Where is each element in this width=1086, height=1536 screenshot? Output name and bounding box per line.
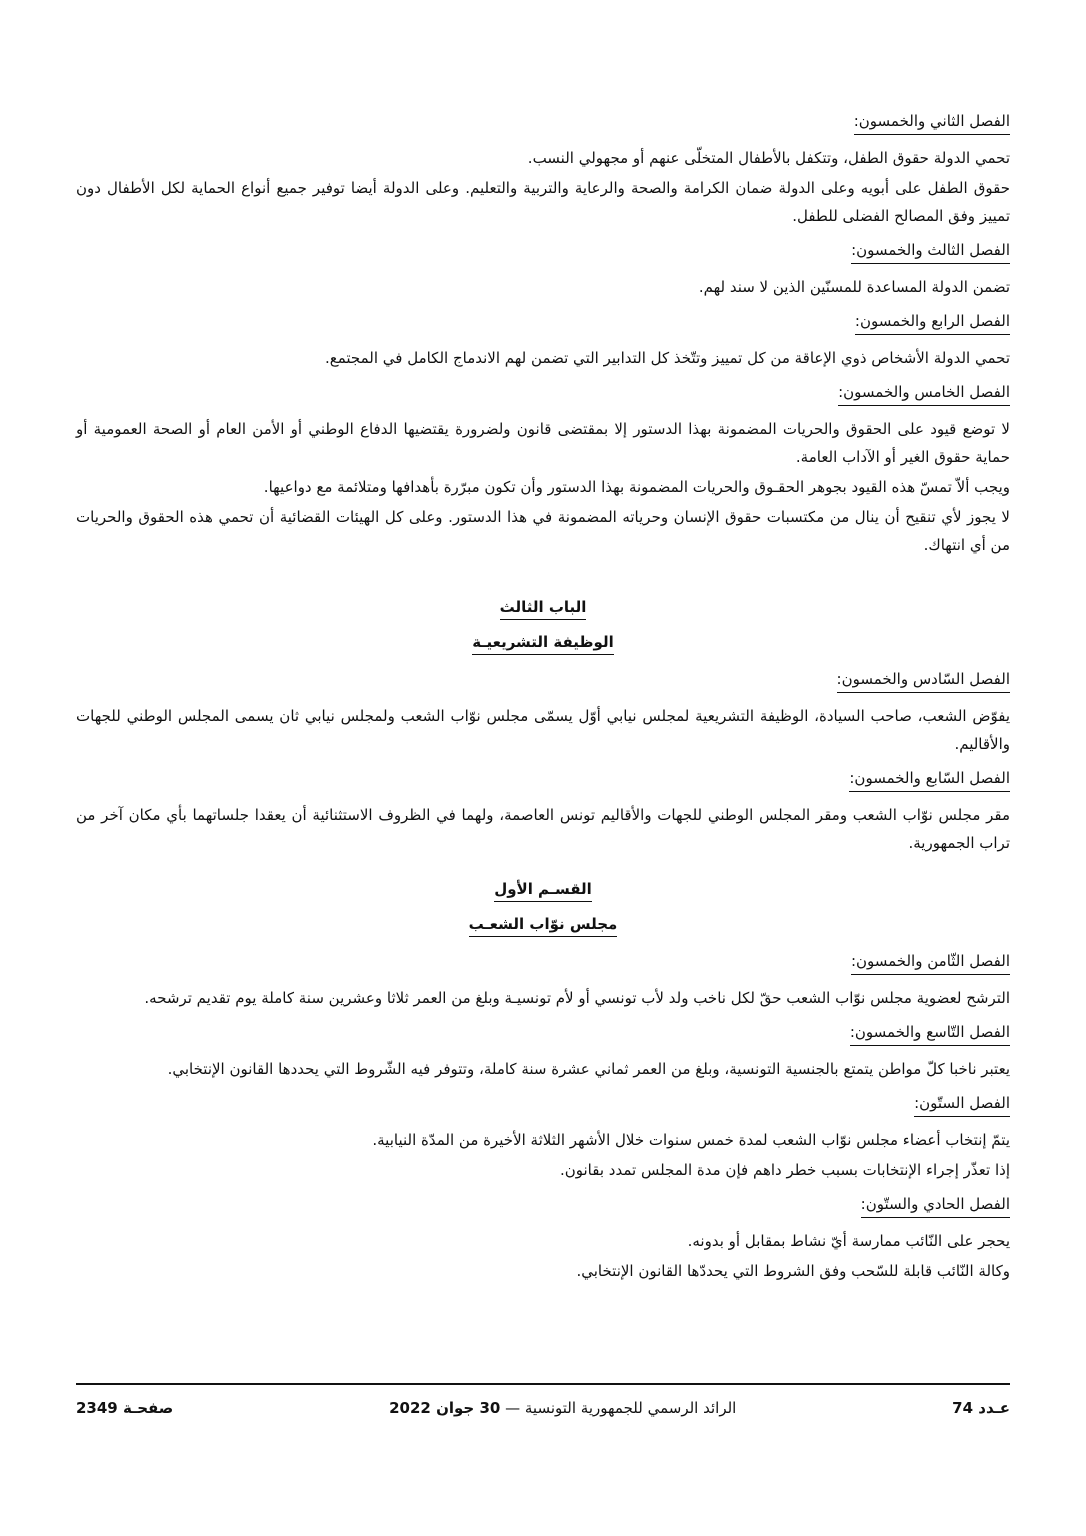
issue-number: عـدد 74 (952, 1399, 1010, 1417)
article-title: الفصل الثّامن والخمسون: (851, 951, 1010, 975)
article-title: الفصل التّاسع والخمسون: (850, 1022, 1010, 1046)
chapter-label: الباب الثالث (500, 597, 587, 620)
article-paragraph: يتمّ إنتخاب أعضاء مجلس نوّاب الشعب لمدة خمس سنوات خلال الأشهر الثلاثة الأخيرة من المدّة النيابية. (372, 1131, 1010, 1149)
article (76, 669, 1010, 758)
article-paragraph: الترشح لعضوية مجلس نوّاب الشعب حقّ لكل ناخب ولد لأب تونسي أو لأم تونسيـة وبلغ من العمر ثلاثا وعشرين سنة كاملة يوم تقديم ترشحه. (144, 989, 1010, 1007)
article (76, 1093, 1010, 1184)
journal-name: الرائد الرسمي للجمهورية التونسية — (505, 1399, 737, 1417)
article (76, 951, 1010, 1012)
article (76, 1022, 1010, 1083)
articles-group-section (76, 951, 1010, 1285)
articles-group-chapter (76, 669, 1010, 857)
article (76, 768, 1010, 857)
article-title: الفصل الحادي والستّون: (861, 1194, 1010, 1218)
section-title: مجلس نوّاب الشعـب (469, 914, 618, 937)
page-content (76, 111, 1010, 1285)
article-title: الفصل الثالث والخمسون: (851, 240, 1010, 264)
article-paragraph: يحجر على النّائب ممارسة أيّ نشاط بمقابل أو بدونه. (687, 1232, 1010, 1250)
article-paragraph: إذا تعذّر إجراء الإنتخابات بسبب خطر داهم فإن مدة المجلس تمدد بقانون. (559, 1161, 1010, 1179)
article-title: الفصل الثاني والخمسون: (854, 111, 1010, 135)
page-number: صفحـة 2349 (76, 1399, 174, 1417)
article (76, 311, 1010, 372)
article-paragraph: لا توضع قيود على الحقوق والحريات المضمونة بهذا الدستور إلا بمقتضى قانون ولضرورة يقتضيها الدفاع الوطني أو الأمن العام أو الصحة العمومية أو حماية حقوق الغير أو الآداب العامة. (76, 420, 1010, 466)
section-label: القسـم الأول (494, 879, 592, 902)
article-paragraph: لا يجوز لأي تنقيح أن ينال من مكتسبات حقوق الإنسان وحرياته المضمونة في هذا الدستور. وعلى كل الهيئات القضائية أن تحمي هذه الحقوق والحريات من أي انتهاك. (76, 508, 1010, 554)
article-paragraph: وكالة النّائب قابلة للسّحب وفق الشروط التي يحددّها القانون الإنتخابي. (576, 1262, 1010, 1280)
article (76, 240, 1010, 301)
article-paragraph: تضمن الدولة المساعدة للمسنّين الذين لا سند لهم. (698, 278, 1010, 296)
section-heading (76, 879, 1010, 941)
article-paragraph: يفوّض الشعب، صاحب السيادة، الوظيفة التشريعية لمجلس نيابي أوّل يسمّى مجلس نوّاب الشعب ولمجلس نيابي ثان يسمى المجلس الوطني للجهات والأقاليم. (76, 707, 1010, 753)
chapter-title: الوظيفة التشريعيـة (472, 632, 613, 655)
article-paragraph: يعتبر ناخبا كلّ مواطن يتمتع بالجنسية التونسية، وبلغ من العمر ثماني عشرة سنة كاملة، وتتوفر فيه الشّروط التي يحددها القانون الإنتخابي. (167, 1060, 1010, 1078)
article-paragraph: حقوق الطفل على أبويه وعلى الدولة ضمان الكرامة والصحة والرعاية والتربية والتعليم. وعلى الدولة أيضا توفير جميع أنواع الحماية لكل الأطفال دون تمييز وفق المصالح الفضلى للطفل. (76, 179, 1010, 225)
article-title: الفصل الستّون: (914, 1093, 1010, 1117)
article-paragraph: ويجب ألاّ تمسّ هذه القيود بجوهر الحقـوق والحريات المضمونة بهذا الدستور وأن تكون مبرّرة بأهدافها ومتلائمة مع دواعيها. (263, 478, 1010, 496)
journal-line (389, 1399, 736, 1417)
article-title: الفصل السّادس والخمسون: (837, 669, 1010, 693)
issue-date: 30 جوان 2022 (389, 1399, 501, 1417)
article-paragraph: تحمي الدولة الأشخاص ذوي الإعاقة من كل تمييز وتتّخذ كل التدابير التي تضمن لهم الاندماج الكامل في المجتمع. (324, 349, 1010, 367)
articles-group-before (76, 111, 1010, 559)
article-paragraph: مقر مجلس نوّاب الشعب ومقر المجلس الوطني للجهات والأقاليم تونس العاصمة، ولهما في الظروف الاستثنائية أن يعقدا جلساتهما بأي مكان آخر من تراب الجمهورية. (76, 806, 1010, 852)
article (76, 111, 1010, 230)
article-paragraph: تحمي الدولة حقوق الطفل، وتتكفل بالأطفال المتخلّى عنهم أو مجهولي النسب. (527, 149, 1010, 167)
article-title: الفصل الخامس والخمسون: (838, 382, 1010, 406)
page-footer (76, 1383, 1010, 1417)
article-title: الفصل السّابع والخمسون: (849, 768, 1010, 792)
article-title: الفصل الرابع والخمسون: (855, 311, 1010, 335)
chapter-heading (76, 597, 1010, 659)
article (76, 1194, 1010, 1285)
article (76, 382, 1010, 559)
